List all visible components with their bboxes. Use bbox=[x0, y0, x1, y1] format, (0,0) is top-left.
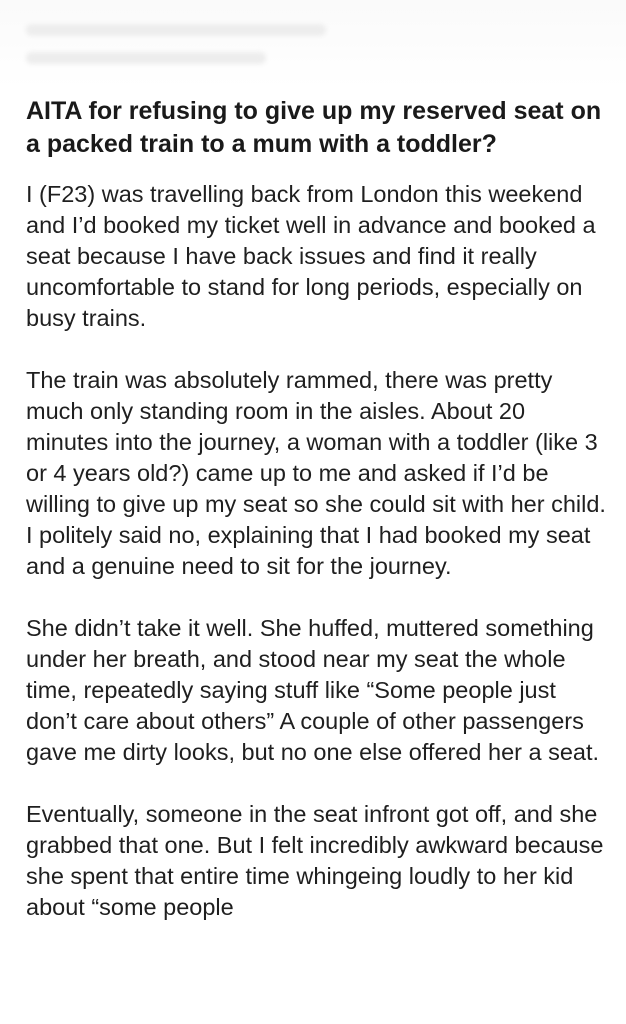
post-body bbox=[26, 179, 608, 923]
post-paragraph: She didn’t take it well. She huffed, muttered something under her breath, and stood near my seat the whole time, repeatedly saying stuff like “Some people just don’t care about others” A couple of other passengers gave me dirty looks, but no one else offered her a seat. bbox=[26, 615, 600, 765]
post-title: AITA for refusing to give up my reserved seat on a packed train to a mum with a toddler? bbox=[26, 97, 602, 158]
blurred-header-line bbox=[26, 52, 266, 64]
post bbox=[26, 95, 608, 954]
post-paragraph: I (F23) was travelling back from London this weekend and I’d booked my ticket well in advance and booked a seat because I have back issues and find it really uncomfortable to stand for long periods, especially on busy trains. bbox=[26, 181, 596, 331]
post-paragraph: Eventually, someone in the seat infront got off, and she grabbed that one. But I felt incredibly awkward because she spent that entire time whingeing loudly to her kid about “some people bbox=[26, 801, 604, 920]
post-paragraph: The train was absolutely rammed, there was pretty much only standing room in the aisles. About 20 minutes into the journey, a woman with a toddler (like 3 or 4 years old?) came up to me and asked if I’d be willing to give up my seat so she could sit with her child. I politely said no, explaining that I had booked my seat and a genuine need to sit for the journey. bbox=[26, 367, 606, 579]
blurred-header-line bbox=[26, 24, 326, 36]
blurred-header bbox=[0, 0, 626, 88]
